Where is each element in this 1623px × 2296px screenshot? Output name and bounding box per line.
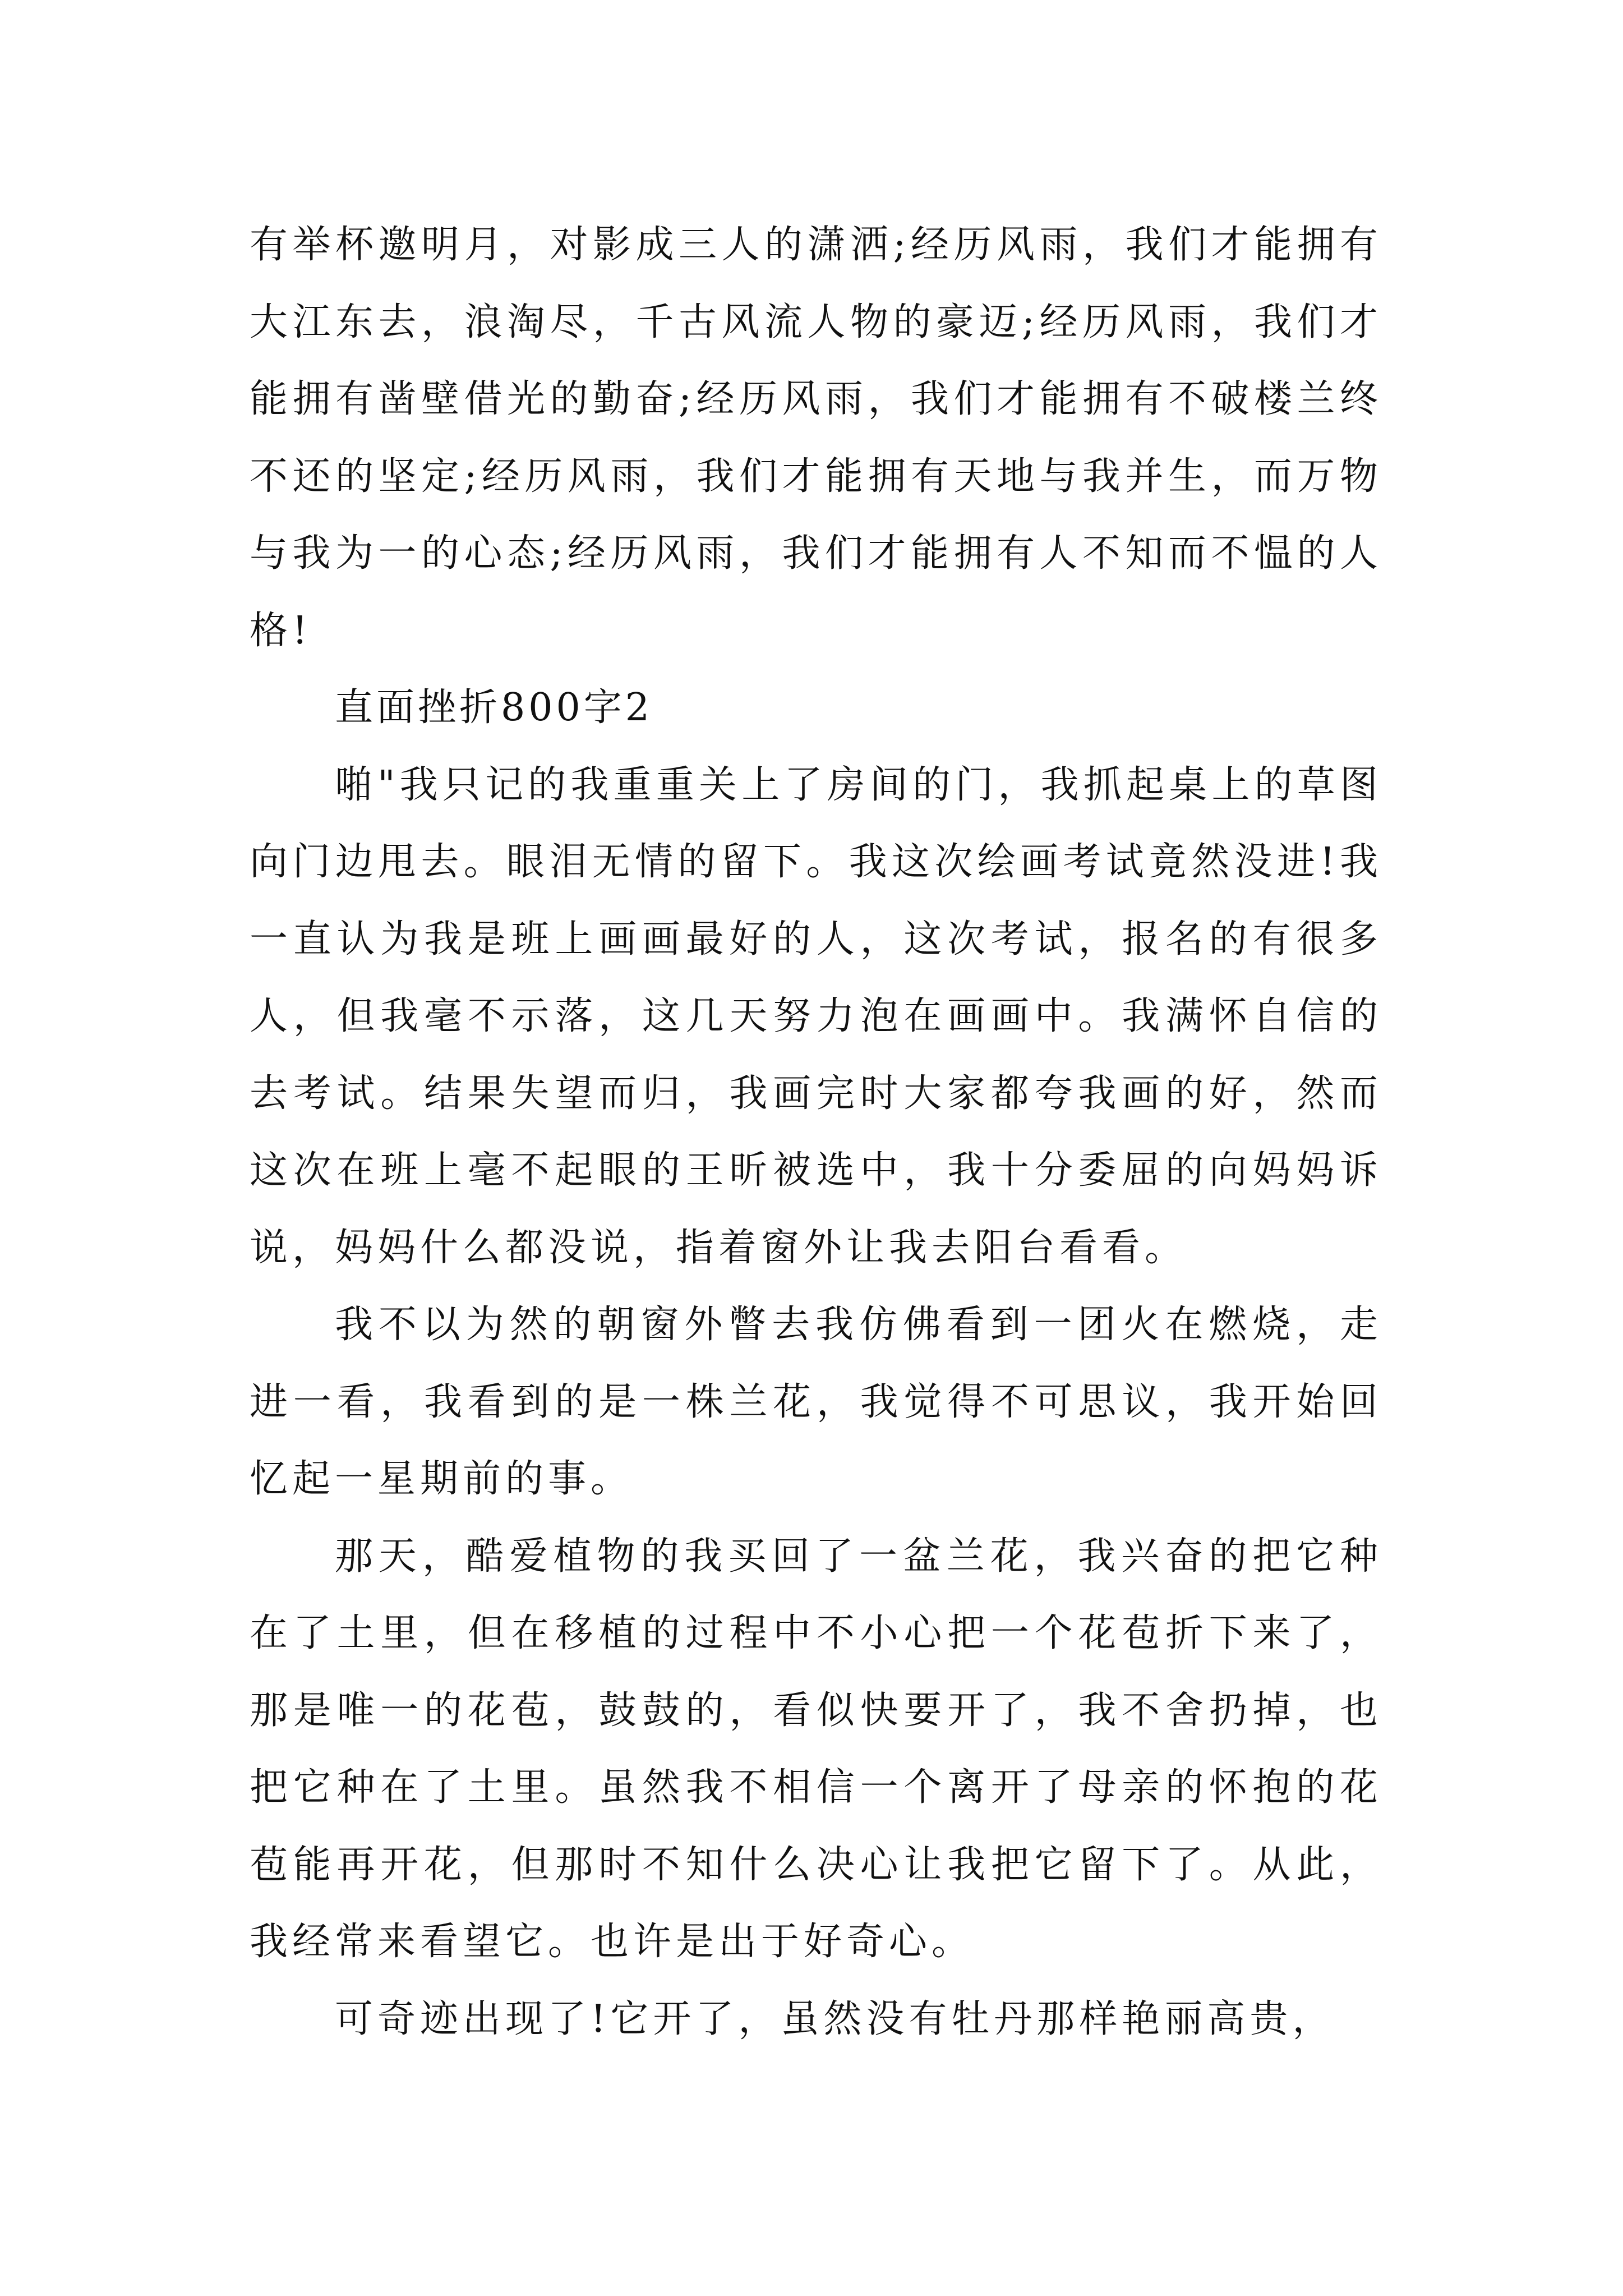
paragraph-3: 我不以为然的朝窗外瞥去我仿佛看到一团火在燃烧，走进一看，我看到的是一株兰花，我觉得不可思议，我开始回忆起一星期前的事。 xyxy=(250,1303,1382,1501)
section-heading: 直面挫折800字2 xyxy=(335,685,653,730)
paragraph-5: 可奇迹出现了!它开了，虽然没有牡丹那样艳丽高贵， xyxy=(335,1996,1335,2041)
paragraph-4: 那天，酷爱植物的我买回了一盆兰花，我兴奋的把它种在了土里，但在移植的过程中不小心把一个花苞折下来了，那是唯一的花苞，鼓鼓的，看似快要开了，我不舍扔掉，也把它种在了土里。虽然我不相信一个离开了母亲的怀抱的花苞能再开花，但那时不知什么决心让我把它留下了。从此，我经常来看望它。也许是出于好奇心。 xyxy=(250,1534,1382,1964)
paragraph-1: 有举杯邀明月，对影成三人的潇洒;经历风雨，我们才能拥有大江东去，浪淘尽，千古风流人物的豪迈;经历风雨，我们才能拥有凿壁借光的勤奋;经历风雨，我们才能拥有不破楼兰终不还的坚定;经历风雨，我们才能拥有天地与我并生，而万物与我为一的心态;经历风雨，我们才能拥有人不知而不愠的人格! xyxy=(250,223,1382,653)
document-body xyxy=(250,206,1382,2058)
paragraph-2: 啪"我只记的我重重关上了房间的门，我抓起桌上的草图向门边甩去。眼泪无情的留下。我这次绘画考试竟然没进!我一直认为我是班上画画最好的人，这次考试，报名的有很多人，但我毫不示落，这几天努力泡在画画中。我满怀自信的去考试。结果失望而归，我画完时大家都夸我画的好，然而这次在班上毫不起眼的王昕被选中，我十分委屈的向妈妈诉说，妈妈什么都没说，指着窗外让我去阳台看看。 xyxy=(250,762,1382,1270)
